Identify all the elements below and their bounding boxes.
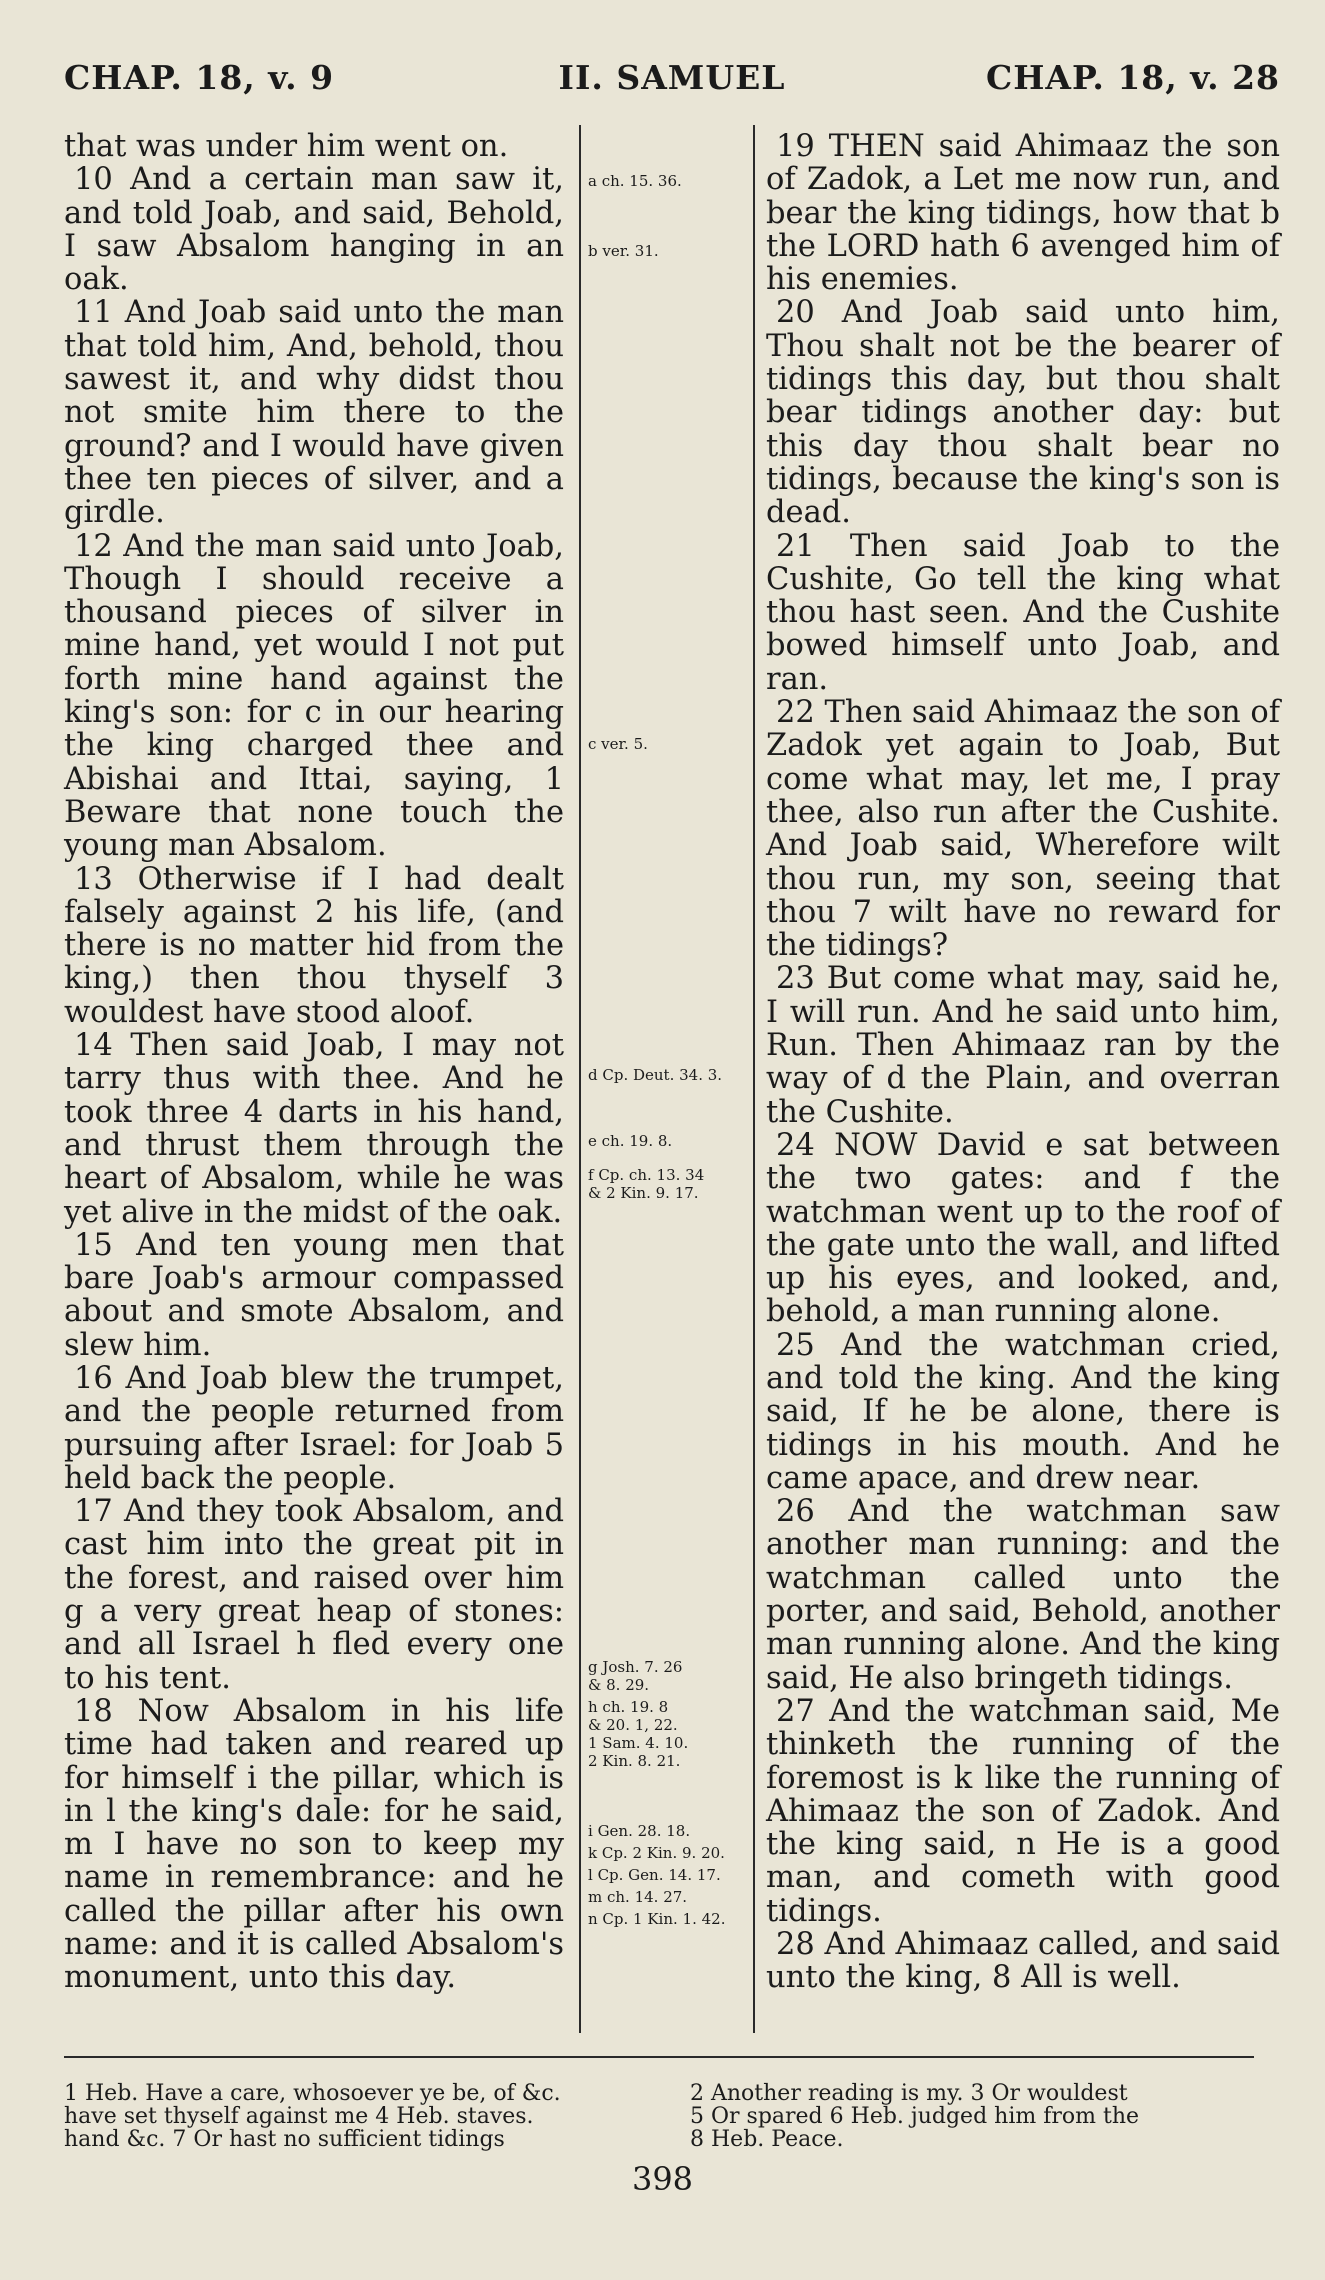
footnotes-left (64, 2082, 664, 2151)
verse-18: 18 Now Absalom in his life time had taken and reared up for himself i the pillar, which is in l the king's dale: for he said, m I have no son to keep my name in remembrance: and he called the pillar after his own name: and it is called Absalom's monument, unto this day. (64, 1693, 564, 1996)
verse-21: 21 Then said Joab to the Cushite, Go tell the king what thou hast seen. And the Cushite bowed himself unto Joab, and ran. (766, 528, 1280, 697)
verse-27: 27 And the watchman said, Me thinketh the running of the foremost is k like the running of Ahimaaz the son of Zadok. And the king said, n He is a good man, and cometh with good tidings. (766, 1693, 1280, 1929)
cross-ref-g: g Josh. 7. 26 & 8. 29. (588, 1658, 683, 1694)
verse-25: 25 And the watchman cried, and told the king. And the king said, If he be alone, there is tidings in his mouth. And he came apace, and drew near. (766, 1327, 1280, 1496)
page-number: 398 (631, 2160, 694, 2198)
verse-15: 15 And ten young men that bare Joab's armour compassed about and smote Absalom, and slew him. (64, 1227, 564, 1363)
verse-17: 17 And they took Absalom, and cast him into the great pit in the forest, and raised over him g a very great heap of stones: and all Israel h fled every one to his tent. (64, 1494, 564, 1696)
verse-12: 12 And the man said unto Joab, Though I should receive a thousand pieces of silver in mine hand, yet would I not put forth mine hand against the king's son: for c in our hearing the king charged thee and Abishai and Ittai, saying, 1 Beware that none touch the young man Absalom. (64, 528, 564, 864)
cross-ref-m: m ch. 14. 27. (588, 1888, 688, 1906)
cross-ref-n: n Cp. 1 Kin. 1. 42. (588, 1910, 726, 1928)
right-text-column (766, 130, 1280, 1995)
verse-10: 10 And a certain man saw it, and told Joab, and said, Behold, I saw Absalom hanging in an oak. (64, 162, 564, 298)
footnote-line: hand &c. 7 Or hast no sufficient tidings (64, 2127, 505, 2152)
footnotes-right (690, 2082, 1290, 2151)
verse-24: 24 NOW David e sat between the two gates: and f the watchman went up to the roof of the gate unto the wall, and lifted up his eyes, and looked, and, behold, a man running alone. (766, 1127, 1280, 1330)
header-chapter-left: CHAP. 18, v. 9 (64, 58, 335, 97)
cross-ref-i: i Gen. 28. 18. (588, 1822, 691, 1840)
column-divider-left (579, 125, 581, 2033)
running-header (64, 58, 1280, 118)
cross-ref-k: k Cp. 2 Kin. 9. 20. (588, 1844, 725, 1862)
verse-19: 19 THEN said Ahimaaz the son of Zadok, a Let me now run, and bear the king tidings, how that b the LORD hath 6 avenged him of his enemies. (766, 129, 1280, 298)
footnote-line: 2 Another reading is my. 3 Or wouldest (690, 2081, 1128, 2106)
cross-ref-c: c ver. 5. (588, 735, 648, 753)
cross-ref-b: b ver. 31. (588, 242, 659, 260)
verse-16: 16 And Joab blew the trumpet, and the people returned from pursuing after Israel: for Joab 5 held back the people. (64, 1360, 564, 1496)
verse-23: 23 But come what may, said he, I will run. And he said unto him, Run. Then Ahimaaz ran by the way of d the Plain, and overran the Cushite. (766, 961, 1280, 1130)
verse-11: 11 And Joab said unto the man that told him, And, behold, thou sawest it, and why didst thou not smite him there to the ground? and I would have given thee ten pieces of silver, and a girdle. (64, 295, 564, 531)
footnote-line: 5 Or spared 6 Heb. judged him from the (690, 2104, 1140, 2129)
verse-22: 22 Then said Ahimaaz the son of Zadok yet again to Joab, But come what may, let me, I pray thee, also run after the Cushite. And Joab said, Wherefore wilt thou run, my son, seeing that thou 7 wilt have no reward for the tidings? (766, 695, 1280, 964)
cross-ref-a: a ch. 15. 36. (588, 172, 682, 190)
verse-20: 20 And Joab said unto him, Thou shalt not be the bearer of tidings this day, but thou shalt bear tidings another day: but this day thou shalt bear no tidings, because the king's son is dead. (766, 295, 1280, 531)
footnote-line: 1 Heb. Have a care, whosoever ye be, of &c. (64, 2081, 561, 2106)
verse-14: 14 Then said Joab, I may not tarry thus with thee. And he took three 4 darts in his hand, and thrust them through the heart of Absalom, while he was yet alive in the midst of the oak. (64, 1028, 564, 1230)
cross-ref-h: h ch. 19. 8 & 20. 1, 22. 1 Sam. 4. 10. 2 Kin. 8. 21. (588, 1698, 689, 1770)
footnote-divider (64, 2056, 1254, 2058)
column-divider-right (753, 125, 755, 2033)
header-book-title: II. SAMUEL (558, 58, 786, 97)
verse-26: 26 And the watchman saw another man running: and the watchman called unto the porter, and said, Behold, another man running alone. And the king said, He also bringeth tidings. (766, 1494, 1280, 1696)
footnote-line: 8 Heb. Peace. (690, 2127, 844, 2152)
verse-13: 13 Otherwise if I had dealt falsely against 2 his life, (and there is no matter hid from the king,) then thou thyself 3 wouldest have stood aloof. (64, 861, 564, 1030)
verse-9-end: that was under him went on. (64, 129, 509, 164)
left-text-column (64, 130, 564, 1995)
verse-28: 28 And Ahimaaz called, and said unto the king, 8 All is well. (766, 1927, 1280, 1996)
cross-ref-f: f Cp. ch. 13. 34 & 2 Kin. 9. 17. (588, 1166, 705, 1202)
footnote-line: have set thyself against me 4 Heb. staves. (64, 2104, 534, 2129)
cross-ref-l: l Cp. Gen. 14. 17. (588, 1866, 721, 1884)
header-chapter-right: CHAP. 18, v. 28 (985, 58, 1280, 97)
cross-ref-e: e ch. 19. 8. (588, 1132, 673, 1150)
cross-ref-d: d Cp. Deut. 34. 3. (588, 1066, 723, 1084)
